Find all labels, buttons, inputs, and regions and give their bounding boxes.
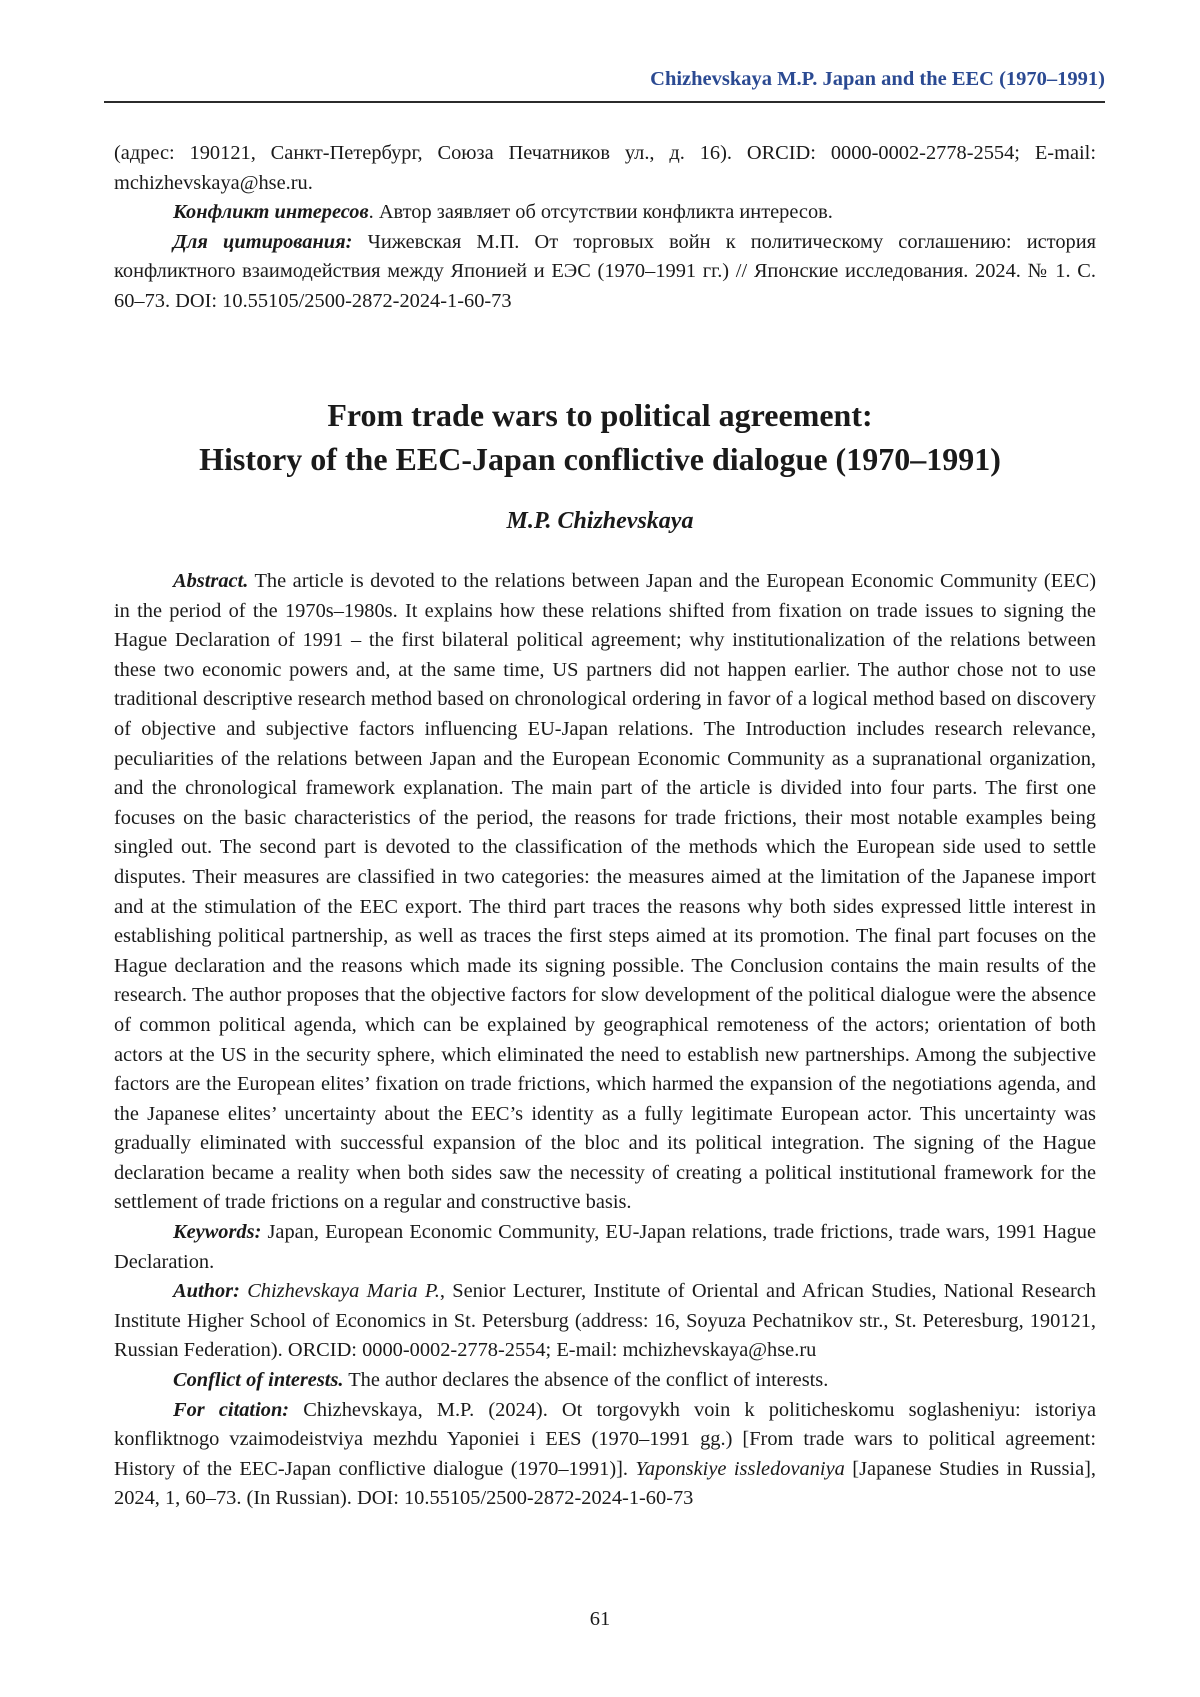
citation-text-2: [Japanese Studies in Russia], 2024, 1, 60–73. (In Russian). DOI: 10.55105/2500-2872-2024-1-60-73 (114, 1457, 1097, 1510)
author-info-name: Chizhevskaya Maria P. (247, 1280, 440, 1303)
author-info-text: , Senior Lecturer, Institute of Oriental and African Studies, National Research Institute Higher School of Economics in St. Petersburg (address: 16, Soyuza Pechatnikov str., St. Peteresburg, 190121, Russian Federation). ORCID: 0000-0002-2778-2554; E-mail: mchizhevskaya@hse.ru (114, 1280, 1096, 1362)
header-rule (104, 101, 1105, 103)
ru-address: (адрес: 190121, Санкт-Петербург, Союза Печатников ул., д. 16). ORCID: 0000-0002-2778-2554; E-mail: mchizhevskaya@hse.ru. (114, 142, 1096, 194)
author-info-paragraph (114, 1277, 1096, 1366)
article-title-line-2: History of the EEC-Japan conflictive dialogue (1970–1991) (199, 441, 1001, 477)
keywords-text: Japan, European Economic Community, EU-Japan relations, trade frictions, trade wars, 1991 Hague Declaration. (114, 1221, 1096, 1273)
article-title (100, 393, 1100, 481)
citation-label: For citation: (173, 1398, 290, 1421)
ru-citation-paragraph (114, 228, 1096, 317)
running-header: Chizhevskaya M.P. Japan and the EEC (1970–1991) (650, 68, 1105, 90)
ru-conflict-paragraph (114, 198, 1096, 228)
page-number: 61 (589, 1608, 611, 1630)
abstract-label: Abstract. (173, 570, 249, 592)
ru-citation-label: Для цитирования: (173, 230, 353, 253)
abstract-text: The article is devoted to the relations between Japan and the European Economic Community (EEC) in the period of the 1970s–1980s. It explains how these relations shifted from fixation on trade issues to signing the Hague Declaration of 1991 – the first bilateral political agreement; why institutionalization of the relations between these two economic powers and, at the same time, US partners did not happen earlier. The author chose not to use traditional descriptive research method based on chronological ordering in favor of a logical method based on discovery of objective and subjective factors influencing EU-Japan relations. The Introduction includes research relevance, peculiarities of the relations between Japan and the European Economic Community as a supranational organization, and the chronological framework explanation. The main part of the article is divided into four parts. The first one focuses on the basic characteristics of the period, the reasons for trade frictions, their most notable examples being singled out. The second part is devoted to the classification of the methods which the European side used to settle disputes. Their measures are classified in two categories: the measures aimed at the limitation of the Japanese import and at the stimulation of the EEC export. The third part traces the reasons why both sides expressed little interest in establishing political partnership, as well as traces the first steps aimed at its promotion. The final part focuses on the Hague declaration and the reasons which made its signing possible. The Conclusion contains the main results of the research. The author proposes that the objective factors for slow development of the political dialogue were the absence of common political agenda, which can be explained by geographical remoteness of the actors; orientation of both actors at the US in the security sphere, which eliminated the need to establish new partnerships. Among the subjective factors are the European elites’ fixation on trade frictions, which harmed the expansion of the negotiations agenda, and the Japanese elites’ uncertainty about the EEC’s identity as a fully legitimate European actor. This uncertainty was gradually eliminated with successful expansion of the bloc and its political integration. The signing of the Hague declaration became a reality when both sides saw the necessity of creating a political institutional framework for the settlement of trade frictions on a regular and constructive basis. (114, 570, 1096, 1214)
conflict-paragraph (114, 1366, 1096, 1396)
ru-citation-text: Чижевская М.П. От торговых войн к политическому соглашению: история конфликтного взаимодействия между Японией и ЕЭС (1970–1991 гг.) // Японские исследования. 2024. № 1. С. 60–73. DOI: 10.55105/2500-2872-2024-1-60-73 (114, 230, 1097, 312)
english-metadata-block (114, 567, 1096, 1514)
keywords-label: Keywords: (173, 1221, 262, 1244)
keywords-paragraph (114, 1218, 1096, 1277)
article-title-line-1: From trade wars to political agreement: (327, 397, 873, 433)
russian-metadata-block (114, 139, 1096, 317)
author-info-label: Author: (173, 1280, 240, 1303)
conflict-label: Conflict of interests. (173, 1369, 344, 1392)
citation-journal: Yaponskiye issledovaniya (635, 1457, 845, 1480)
ru-conflict-text: . Автор заявляет об отсутствии конфликта интересов. (368, 201, 833, 224)
ru-conflict-label: Конфликт интересов (173, 201, 369, 224)
conflict-text: The author declares the absence of the conflict of interests. (343, 1369, 829, 1392)
citation-text-1: Chizhevskaya, M.P. (2024). Ot torgovykh voin k politicheskomu soglasheniyu: istoriya konfliktnogo vzaimodeistviya mezhdu Yaponiei i EES (1970–1991 gg.) [From trade wars to political agreement: History of the EEC-Japan conflictive dialogue (1970–1991)]. (114, 1398, 1097, 1480)
citation-paragraph (114, 1396, 1096, 1514)
abstract-paragraph (114, 567, 1096, 1218)
author-name: M.P. Chizhevskaya (506, 508, 694, 534)
